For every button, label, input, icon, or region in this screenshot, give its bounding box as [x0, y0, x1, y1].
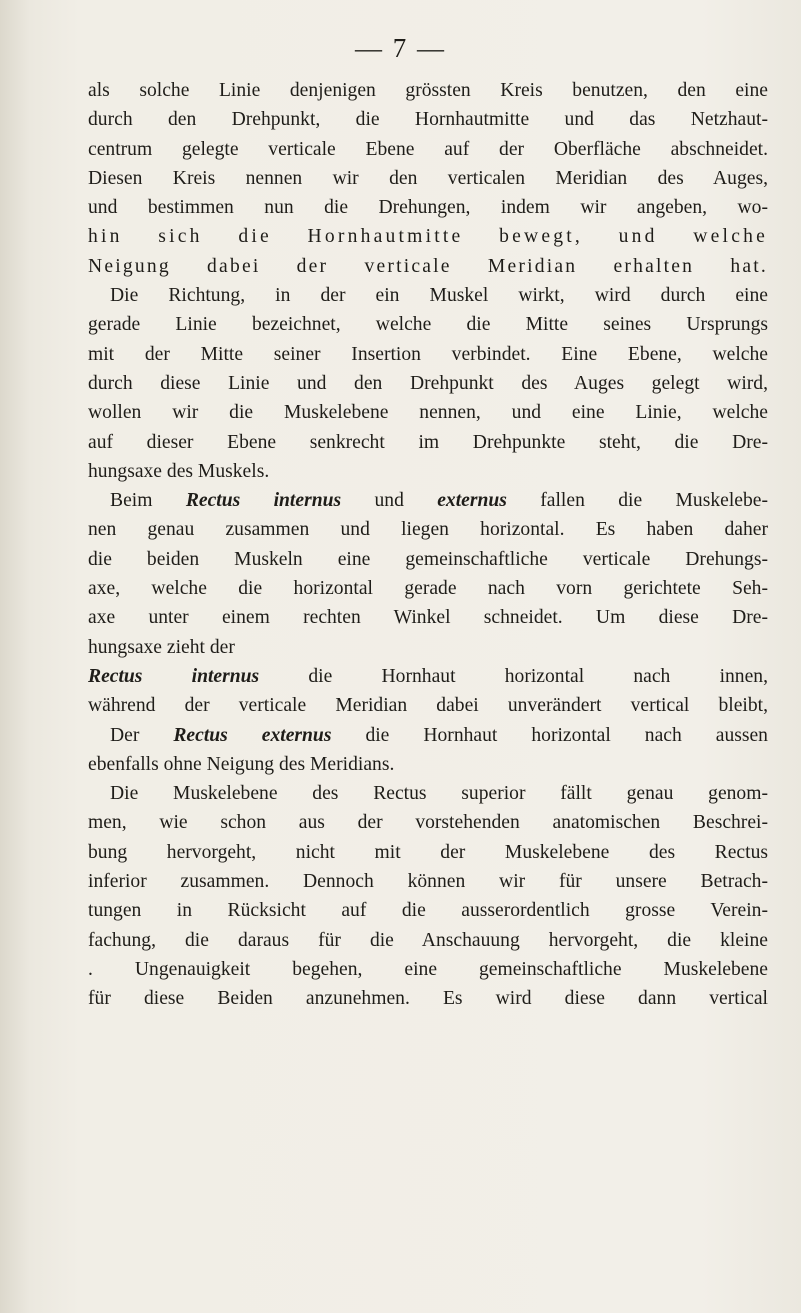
text-line: die beiden Muskeln eine gemeinschaftliche verticale Drehungs-	[88, 548, 768, 570]
text-line: nen genau zusammen und liegen horizontal. Es haben daher	[88, 519, 768, 541]
text-line: durch den Drehpunkt, die Hornhautmitte und das Netzhaut-	[88, 109, 768, 131]
text-line: und bestimmen nun die Drehungen, indem wir angeben, wo-	[88, 197, 768, 219]
text-line: bung hervorgeht, nicht mit der Muskelebene des Rectus	[88, 841, 768, 863]
text-line: axe, welche die horizontal gerade nach vorn gerichtete Seh-	[88, 578, 768, 600]
text-line: hungsaxe zieht der	[88, 636, 235, 658]
italic-term: Rectus internus	[88, 665, 260, 687]
text-line	[88, 486, 768, 515]
text-line: als solche Linie denjenigen grössten Kreis benutzen, den eine	[88, 80, 768, 101]
italic-term: Rectus internus	[185, 490, 342, 512]
body-text	[88, 76, 768, 1014]
text-line: ebenfalls ohne Neigung des Meridians.	[88, 753, 395, 775]
text-segment: fallen die Muskelebe-	[506, 490, 768, 512]
text-segment: und	[341, 490, 438, 512]
text-line: auf dieser Ebene senkrecht im Drehpunkte steht, die Dre-	[88, 431, 768, 453]
text-line: wollen wir die Muskelebene nennen, und eine Linie, welche	[88, 402, 768, 424]
text-segment: die Hornhaut horizontal nach aussen	[331, 724, 768, 746]
text-line: während der verticale Meridian dabei unverändert vertical bleibt,	[88, 695, 768, 717]
text-line	[88, 721, 768, 750]
text-line: . Ungenauigkeit begehen, eine gemeinschaftliche Muskelebene	[88, 958, 768, 980]
text-line: für diese Beiden anzunehmen. Es wird diese dann vertical	[88, 988, 768, 1010]
text-segment: Beim	[110, 490, 186, 512]
text-line: men, wie schon aus der vorstehenden anatomischen Beschrei-	[88, 812, 768, 834]
text-line: hungsaxe des Muskels.	[88, 460, 270, 482]
page-number: — 7 —	[355, 33, 446, 63]
text-line: hin sich die Hornhautmitte bewegt, und welche	[88, 226, 768, 248]
text-line: fachung, die daraus für die Anschauung hervorgeht, die kleine	[88, 929, 768, 951]
text-line: Diesen Kreis nennen wir den verticalen Meridian des Auges,	[88, 167, 768, 189]
text-line: axe unter einem rechten Winkel schneidet. Um diese Dre-	[88, 607, 768, 629]
text-line: Neigung dabei der verticale Meridian erhalten hat.	[88, 255, 768, 277]
text-line: Die Richtung, in der ein Muskel wirkt, wird durch eine	[110, 285, 768, 307]
text-line: tungen in Rücksicht auf die ausserordentlich grosse Verein-	[88, 900, 768, 922]
italic-term: Rectus externus	[173, 724, 332, 746]
italic-term: externus	[437, 490, 507, 512]
text-segment: die Hornhaut horizontal nach innen,	[259, 665, 768, 687]
text-line: inferior zusammen. Dennoch können wir für unsere Betrach-	[88, 871, 768, 893]
text-line: centrum gelegte verticale Ebene auf der Oberfläche abschneidet.	[88, 138, 768, 160]
text-line: mit der Mitte seiner Insertion verbindet. Eine Ebene, welche	[88, 343, 768, 365]
text-line	[88, 662, 768, 691]
text-line: gerade Linie bezeichnet, welche die Mitte seines Ursprungs	[88, 314, 768, 336]
text-line: Die Muskelebene des Rectus superior fällt genau genom-	[110, 783, 768, 805]
text-line: durch diese Linie und den Drehpunkt des Auges gelegt wird,	[88, 372, 768, 394]
text-segment: Der	[110, 724, 174, 746]
